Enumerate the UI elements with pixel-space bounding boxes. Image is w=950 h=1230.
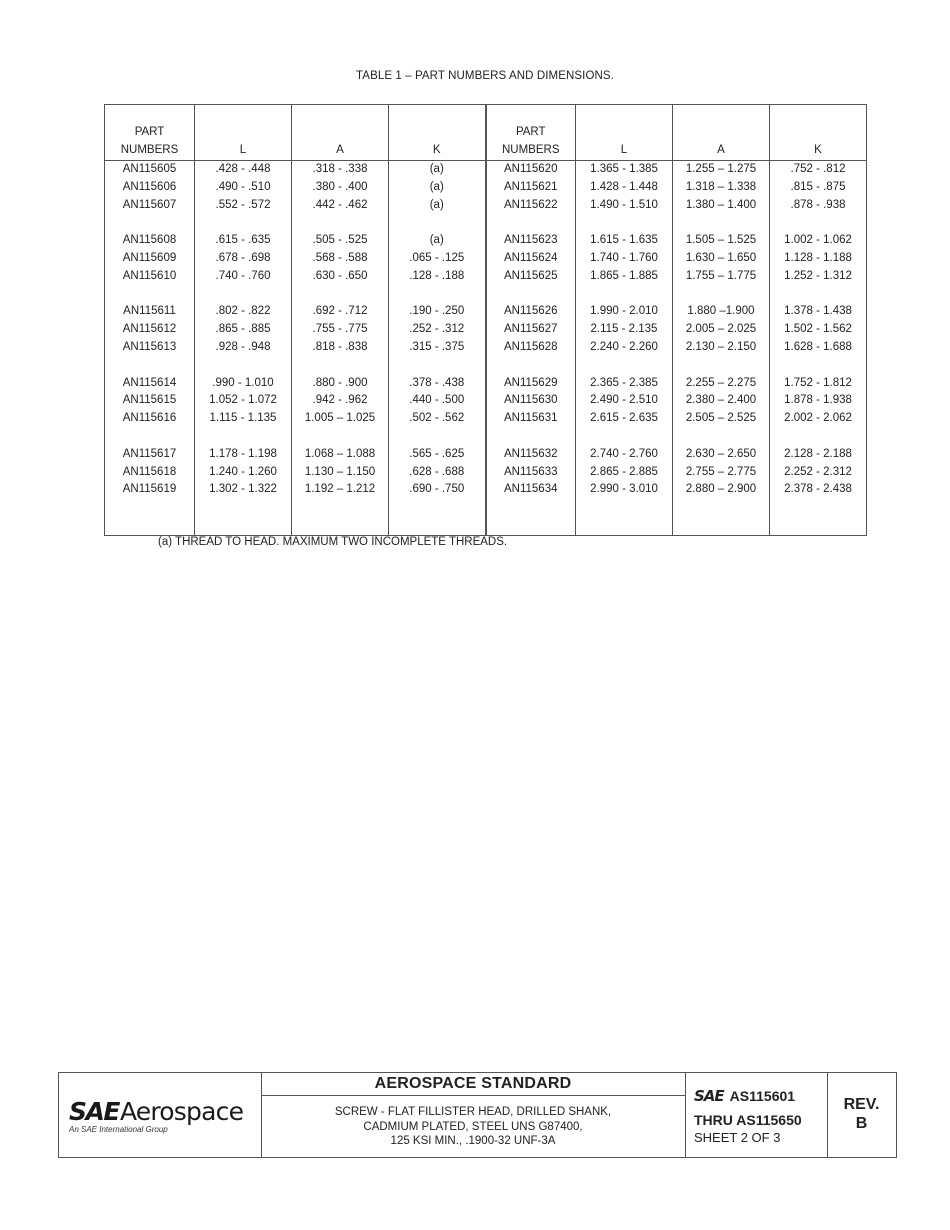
header-part-numbers-right: PART NUMBERS [486, 105, 576, 161]
table-title: TABLE 1 – PART NUMBERS AND DIMENSIONS. [356, 70, 614, 82]
k-value-cell: .628 - .688 [389, 464, 486, 482]
filler-cell [389, 499, 486, 535]
k-value-cell: (a) [389, 161, 486, 179]
table-row [105, 250, 867, 268]
spacer-cell [389, 214, 486, 232]
l-value-cell: 1.740 - 1.760 [576, 250, 673, 268]
filler-cell [195, 499, 292, 535]
k-value-cell: .502 - .562 [389, 410, 486, 428]
l-value-cell: .802 - .822 [195, 303, 292, 321]
document-title-cell [261, 1073, 686, 1157]
spacer-cell [576, 286, 673, 304]
spacer-cell [486, 357, 576, 375]
k-value-cell: 2.378 - 2.438 [770, 481, 867, 499]
k-value-cell: 2.002 - 2.062 [770, 410, 867, 428]
k-value-cell: (a) [389, 179, 486, 197]
table-spacer-row [105, 428, 867, 446]
a-value-cell: 2.505 – 2.525 [673, 410, 770, 428]
table-row [105, 232, 867, 250]
a-value-cell: 2.380 – 2.400 [673, 392, 770, 410]
logo-sae-wordmark: SAE [69, 1097, 119, 1126]
part-number-cell: AN115623 [486, 232, 576, 250]
a-value-cell: 2.255 – 2.275 [673, 375, 770, 393]
l-value-cell: 2.115 - 2.135 [576, 321, 673, 339]
spacer-cell [195, 357, 292, 375]
l-value-cell: 1.428 - 1.448 [576, 179, 673, 197]
table-row [105, 410, 867, 428]
l-value-cell: 1.178 - 1.198 [195, 446, 292, 464]
k-value-cell: .565 - .625 [389, 446, 486, 464]
l-value-cell: 1.365 - 1.385 [576, 161, 673, 179]
spacer-cell [486, 428, 576, 446]
filler-cell [292, 499, 389, 535]
l-value-cell: 1.240 - 1.260 [195, 464, 292, 482]
l-value-cell: .678 - .698 [195, 250, 292, 268]
table-row [105, 481, 867, 499]
k-value-cell: 1.002 - 1.062 [770, 232, 867, 250]
a-value-cell: 1.068 – 1.088 [292, 446, 389, 464]
l-value-cell: 2.490 - 2.510 [576, 392, 673, 410]
filler-cell [770, 499, 867, 535]
spacer-cell [486, 286, 576, 304]
document-number-start: AS115601 [729, 1088, 796, 1104]
k-value-cell: (a) [389, 232, 486, 250]
a-value-cell: .942 - .962 [292, 392, 389, 410]
table-footnote: (a) THREAD TO HEAD. MAXIMUM TWO INCOMPLETE THREADS. [158, 536, 508, 548]
a-value-cell: 1.880 –1.900 [673, 303, 770, 321]
a-value-cell: 1.380 – 1.400 [673, 197, 770, 215]
l-value-cell: 1.490 - 1.510 [576, 197, 673, 215]
l-value-cell: 1.865 - 1.885 [576, 268, 673, 286]
table-row [105, 268, 867, 286]
a-value-cell: .692 - .712 [292, 303, 389, 321]
a-value-cell: 1.130 – 1.150 [292, 464, 389, 482]
spacer-cell [576, 357, 673, 375]
spacer-cell [389, 357, 486, 375]
table-row [105, 161, 867, 179]
k-value-cell: 1.128 - 1.188 [770, 250, 867, 268]
k-value-cell: 1.252 - 1.312 [770, 268, 867, 286]
spacer-cell [292, 428, 389, 446]
table-body [105, 161, 867, 536]
revision-label: REV. [843, 1096, 880, 1113]
part-number-cell: AN115624 [486, 250, 576, 268]
part-number-cell: AN115627 [486, 321, 576, 339]
filler-cell [486, 499, 576, 535]
l-value-cell: 2.240 - 2.260 [576, 339, 673, 357]
header-k-left: K [389, 105, 486, 161]
l-value-cell: .928 - .948 [195, 339, 292, 357]
part-number-cell: AN115632 [486, 446, 576, 464]
spacer-cell [770, 428, 867, 446]
k-value-cell: .378 - .438 [389, 375, 486, 393]
spacer-cell [105, 214, 195, 232]
part-number-cell: AN115628 [486, 339, 576, 357]
a-value-cell: .318 - .338 [292, 161, 389, 179]
l-value-cell: .428 - .448 [195, 161, 292, 179]
header-a-left: A [292, 105, 389, 161]
a-value-cell: 1.318 – 1.338 [673, 179, 770, 197]
table-row [105, 392, 867, 410]
part-number-cell: AN115622 [486, 197, 576, 215]
k-value-cell: .752 - .812 [770, 161, 867, 179]
spacer-cell [195, 428, 292, 446]
l-value-cell: 1.615 - 1.635 [576, 232, 673, 250]
k-value-cell: 1.502 - 1.562 [770, 321, 867, 339]
table-row [105, 321, 867, 339]
table-row [105, 303, 867, 321]
spacer-cell [292, 357, 389, 375]
spacer-cell [105, 286, 195, 304]
l-value-cell: .865 - .885 [195, 321, 292, 339]
a-value-cell: 1.755 – 1.775 [673, 268, 770, 286]
part-number-cell: AN115626 [486, 303, 576, 321]
spacer-cell [673, 214, 770, 232]
spacer-cell [195, 214, 292, 232]
table-spacer-row [105, 214, 867, 232]
k-value-cell: 1.752 - 1.812 [770, 375, 867, 393]
k-value-cell: .440 - .500 [389, 392, 486, 410]
table-spacer-row [105, 357, 867, 375]
a-value-cell: 1.630 – 1.650 [673, 250, 770, 268]
header-l-right: L [576, 105, 673, 161]
part-number-cell: AN115614 [105, 375, 195, 393]
sheet-number: SHEET 2 OF 3 [694, 1130, 781, 1145]
a-value-cell: .755 - .775 [292, 321, 389, 339]
spacer-cell [673, 428, 770, 446]
description-line: CADMIUM PLATED, STEEL UNS G87400, [363, 1120, 583, 1133]
spacer-cell [105, 428, 195, 446]
k-value-cell: .128 - .188 [389, 268, 486, 286]
l-value-cell: .990 - 1.010 [195, 375, 292, 393]
a-value-cell: 2.130 – 2.150 [673, 339, 770, 357]
part-number-cell: AN115608 [105, 232, 195, 250]
spacer-cell [292, 286, 389, 304]
table-row [105, 375, 867, 393]
l-value-cell: .490 - .510 [195, 179, 292, 197]
a-value-cell: 1.255 – 1.275 [673, 161, 770, 179]
header-a-right: A [673, 105, 770, 161]
logo-tagline: An SAE International Group [69, 1125, 168, 1134]
a-value-cell: 2.880 – 2.900 [673, 481, 770, 499]
standard-heading: AEROSPACE STANDARD [261, 1073, 685, 1096]
l-value-cell: 2.365 - 2.385 [576, 375, 673, 393]
part-number-cell: AN115633 [486, 464, 576, 482]
spacer-cell [389, 286, 486, 304]
revision-value: B [855, 1115, 868, 1132]
spacer-cell [673, 286, 770, 304]
k-value-cell: .190 - .250 [389, 303, 486, 321]
table-row [105, 179, 867, 197]
filler-cell [576, 499, 673, 535]
k-value-cell: (a) [389, 197, 486, 215]
spacer-cell [195, 286, 292, 304]
logo-aerospace-wordmark: Aerospace [119, 1097, 244, 1126]
filler-cell [105, 499, 195, 535]
table-spacer-row [105, 286, 867, 304]
l-value-cell: 2.740 - 2.760 [576, 446, 673, 464]
description-line: 125 KSI MIN., .1900-32 UNF-3A [390, 1135, 556, 1147]
l-value-cell: .740 - .760 [195, 268, 292, 286]
l-value-cell: 1.115 - 1.135 [195, 410, 292, 428]
sae-aerospace-logo [59, 1073, 262, 1157]
part-number-cell: AN115615 [105, 392, 195, 410]
a-value-cell: .380 - .400 [292, 179, 389, 197]
a-value-cell: 2.005 – 2.025 [673, 321, 770, 339]
a-value-cell: 1.005 – 1.025 [292, 410, 389, 428]
table-row [105, 446, 867, 464]
k-value-cell: 1.378 - 1.438 [770, 303, 867, 321]
part-number-cell: AN115630 [486, 392, 576, 410]
l-value-cell: 1.990 - 2.010 [576, 303, 673, 321]
k-value-cell: .252 - .312 [389, 321, 486, 339]
a-value-cell: .818 - .838 [292, 339, 389, 357]
a-value-cell: .505 - .525 [292, 232, 389, 250]
a-value-cell: .568 - .588 [292, 250, 389, 268]
header-k-right: K [770, 105, 867, 161]
part-number-cell: AN115620 [486, 161, 576, 179]
spacer-cell [770, 214, 867, 232]
sae-small-logo: SAE [694, 1087, 724, 1105]
k-value-cell: 2.128 - 2.188 [770, 446, 867, 464]
part-number-cell: AN115625 [486, 268, 576, 286]
title-block [58, 1072, 897, 1158]
part-number-cell: AN115605 [105, 161, 195, 179]
document-description [261, 1096, 685, 1149]
part-number-cell: AN115607 [105, 197, 195, 215]
part-number-cell: AN115618 [105, 464, 195, 482]
part-number-cell: AN115610 [105, 268, 195, 286]
spacer-cell [486, 214, 576, 232]
spacer-cell [576, 214, 673, 232]
part-number-cell: AN115616 [105, 410, 195, 428]
k-value-cell: 1.628 - 1.688 [770, 339, 867, 357]
filler-cell [673, 499, 770, 535]
l-value-cell: 1.052 - 1.072 [195, 392, 292, 410]
l-value-cell: .552 - .572 [195, 197, 292, 215]
l-value-cell: 2.615 - 2.635 [576, 410, 673, 428]
spacer-cell [770, 357, 867, 375]
part-number-cell: AN115621 [486, 179, 576, 197]
a-value-cell: 1.192 – 1.212 [292, 481, 389, 499]
part-number-cell: AN115606 [105, 179, 195, 197]
k-value-cell: .065 - .125 [389, 250, 486, 268]
document-number-cell [685, 1073, 828, 1157]
k-value-cell: 1.878 - 1.938 [770, 392, 867, 410]
k-value-cell: .815 - .875 [770, 179, 867, 197]
revision-cell [827, 1073, 896, 1157]
a-value-cell: .880 - .900 [292, 375, 389, 393]
part-number-cell: AN115629 [486, 375, 576, 393]
l-value-cell: 2.990 - 3.010 [576, 481, 673, 499]
part-number-cell: AN115612 [105, 321, 195, 339]
part-number-cell: AN115611 [105, 303, 195, 321]
description-line: SCREW - FLAT FILLISTER HEAD, DRILLED SHANK, [334, 1106, 612, 1118]
part-number-cell: AN115631 [486, 410, 576, 428]
k-value-cell: 2.252 - 2.312 [770, 464, 867, 482]
a-value-cell: 1.505 – 1.525 [673, 232, 770, 250]
document-number-end: THRU AS115650 [694, 1112, 802, 1128]
header-l-left: L [195, 105, 292, 161]
table-row [105, 464, 867, 482]
l-value-cell: 2.865 - 2.885 [576, 464, 673, 482]
spacer-cell [389, 428, 486, 446]
part-number-cell: AN115634 [486, 481, 576, 499]
k-value-cell: .690 - .750 [389, 481, 486, 499]
table-row [105, 339, 867, 357]
spacer-cell [105, 357, 195, 375]
k-value-cell: .878 - .938 [770, 197, 867, 215]
part-number-cell: AN115619 [105, 481, 195, 499]
spacer-cell [673, 357, 770, 375]
part-number-cell: AN115609 [105, 250, 195, 268]
part-number-cell: AN115617 [105, 446, 195, 464]
a-value-cell: 2.755 – 2.775 [673, 464, 770, 482]
spacer-cell [292, 214, 389, 232]
l-value-cell: 1.302 - 1.322 [195, 481, 292, 499]
table-header-row [105, 105, 867, 161]
l-value-cell: .615 - .635 [195, 232, 292, 250]
header-part-numbers-left: PART NUMBERS [105, 105, 195, 161]
a-value-cell: 2.630 – 2.650 [673, 446, 770, 464]
part-number-cell: AN115613 [105, 339, 195, 357]
a-value-cell: .630 - .650 [292, 268, 389, 286]
k-value-cell: .315 - .375 [389, 339, 486, 357]
spacer-cell [576, 428, 673, 446]
dimensions-table [104, 104, 867, 536]
a-value-cell: .442 - .462 [292, 197, 389, 215]
table-row [105, 197, 867, 215]
table-filler-row [105, 499, 867, 535]
spacer-cell [770, 286, 867, 304]
